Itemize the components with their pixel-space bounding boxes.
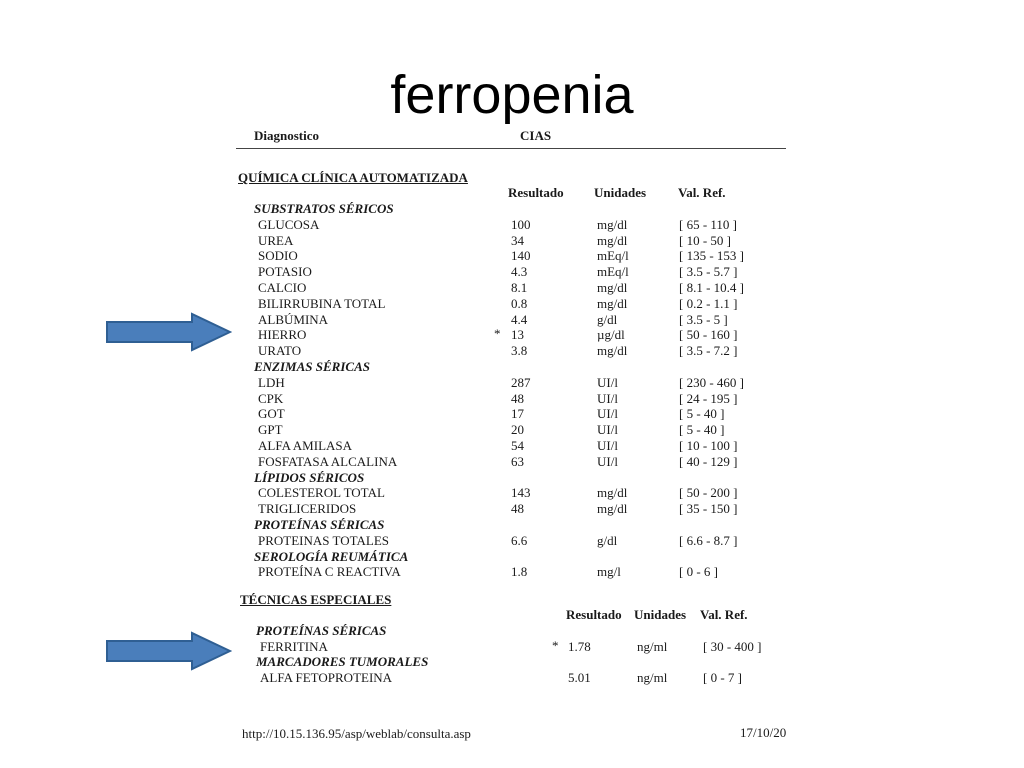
group-heading: LÍPIDOS SÉRICOS bbox=[254, 469, 365, 485]
test-name: ALBÚMINA bbox=[258, 311, 329, 327]
section-title-quimica: QUÍMICA CLÍNICA AUTOMATIZADA bbox=[238, 170, 468, 185]
lab-report bbox=[228, 122, 796, 742]
test-unit: ng/ml bbox=[637, 638, 668, 654]
test-unit: mg/dl bbox=[597, 295, 628, 311]
test-result: 0.8 bbox=[511, 295, 528, 311]
test-unit: µg/dl bbox=[597, 327, 625, 343]
test-unit: mg/dl bbox=[597, 216, 628, 232]
section-title-tecnicas: TÉCNICAS ESPECIALES bbox=[240, 592, 392, 607]
group-heading: PROTEÍNAS SÉRICAS bbox=[254, 517, 385, 532]
reference-range: [ 8.1 - 10.4 ] bbox=[679, 280, 744, 295]
test-name: HIERRO bbox=[258, 327, 307, 343]
test-result: 17 bbox=[511, 406, 524, 422]
test-unit: mg/dl bbox=[597, 485, 628, 501]
test-unit: mg/l bbox=[597, 564, 621, 580]
test-result: 140 bbox=[511, 248, 531, 264]
reference-range: [ 40 - 129 ] bbox=[679, 453, 738, 469]
reference-range: [ 50 - 160 ] bbox=[679, 327, 738, 343]
test-name: GLUCOSA bbox=[258, 216, 320, 232]
test-result: 48 bbox=[511, 390, 524, 406]
test-result: 4.3 bbox=[511, 264, 528, 280]
test-unit: UI/l bbox=[597, 438, 618, 453]
reference-range: [ 65 - 110 ] bbox=[679, 216, 738, 232]
test-result: 1.8 bbox=[511, 564, 528, 580]
column-header-valref-2: Val. Ref. bbox=[700, 607, 748, 622]
abnormal-flag: * bbox=[552, 637, 559, 653]
test-unit: UI/l bbox=[597, 390, 618, 406]
right-arrow-icon bbox=[106, 631, 232, 671]
test-name: FERRITINA bbox=[260, 638, 328, 654]
reference-range: [ 3.5 - 5.7 ] bbox=[679, 264, 738, 280]
test-name: COLESTEROL TOTAL bbox=[258, 485, 385, 501]
test-result: 48 bbox=[511, 501, 524, 517]
group-heading: PROTEÍNAS SÉRICAS bbox=[256, 623, 387, 638]
test-result: 54 bbox=[511, 438, 524, 453]
column-header-unidades: Unidades bbox=[594, 185, 647, 200]
column-header-resultado: Resultado bbox=[508, 185, 564, 200]
test-name: CALCIO bbox=[258, 280, 307, 295]
group-heading: SEROLOGÍA REUMÁTICA bbox=[254, 548, 409, 564]
test-result: 143 bbox=[511, 485, 531, 501]
arrow-hierro-shape bbox=[107, 314, 230, 350]
test-result: 34 bbox=[511, 232, 524, 248]
test-result: 100 bbox=[511, 216, 531, 232]
reference-range: [ 5 - 40 ] bbox=[679, 422, 725, 438]
group-heading: MARCADORES TUMORALES bbox=[256, 654, 429, 670]
test-name: PROTEINAS TOTALES bbox=[258, 532, 390, 548]
test-result: 5.01 bbox=[568, 669, 591, 685]
reference-range: [ 10 - 50 ] bbox=[679, 232, 731, 248]
test-unit: mg/dl bbox=[597, 280, 628, 295]
test-name: FOSFATASA ALCALINA bbox=[258, 453, 398, 469]
test-name: ALFA AMILASA bbox=[258, 438, 353, 453]
test-result: 63 bbox=[511, 453, 524, 469]
test-result: 4.4 bbox=[511, 311, 528, 327]
footer-date: 17/10/20 bbox=[740, 725, 787, 740]
column-header-valref: Val. Ref. bbox=[678, 185, 726, 200]
reference-range: [ 5 - 40 ] bbox=[679, 406, 725, 422]
test-name: LDH bbox=[258, 374, 285, 390]
test-result: 13 bbox=[511, 327, 524, 343]
test-unit: g/dl bbox=[597, 532, 618, 548]
test-unit: UI/l bbox=[597, 422, 618, 438]
right-arrow-icon bbox=[106, 312, 232, 352]
test-name: URATO bbox=[258, 343, 302, 359]
test-result: 8.1 bbox=[511, 280, 528, 295]
test-unit: UI/l bbox=[597, 374, 618, 390]
column-header-unidades-2: Unidades bbox=[634, 607, 687, 622]
test-name: GPT bbox=[258, 422, 283, 438]
group-heading: SUBSTRATOS SÉRICOS bbox=[254, 201, 394, 216]
test-unit: ng/ml bbox=[637, 669, 668, 685]
reference-range: [ 3.5 - 7.2 ] bbox=[679, 343, 738, 359]
test-unit: mEq/l bbox=[597, 248, 629, 264]
test-result: 1.78 bbox=[568, 638, 591, 654]
arrow-ferritina-shape bbox=[107, 633, 230, 669]
reference-range: [ 0 - 6 ] bbox=[679, 564, 718, 580]
test-name: POTASIO bbox=[258, 264, 312, 280]
column-header-resultado-2: Resultado bbox=[566, 607, 622, 622]
test-result: 6.6 bbox=[511, 532, 528, 548]
reference-range: [ 230 - 460 ] bbox=[679, 374, 744, 390]
test-unit: mg/dl bbox=[597, 343, 628, 359]
test-name: TRIGLICERIDOS bbox=[258, 501, 357, 517]
test-unit: g/dl bbox=[597, 311, 618, 327]
test-unit: mEq/l bbox=[597, 264, 629, 280]
slide-title: ferropenia bbox=[390, 65, 634, 125]
reference-range: [ 30 - 400 ] bbox=[703, 638, 762, 654]
test-unit: mg/dl bbox=[597, 232, 628, 248]
reference-range: [ 24 - 195 ] bbox=[679, 390, 738, 406]
diagnostico-label: Diagnostico bbox=[254, 128, 319, 143]
test-result: 20 bbox=[511, 422, 524, 438]
reference-range: [ 0 - 7 ] bbox=[703, 669, 742, 685]
test-name: ALFA FETOPROTEINA bbox=[260, 669, 393, 685]
reference-range: [ 35 - 150 ] bbox=[679, 501, 738, 517]
abnormal-flag: * bbox=[494, 326, 501, 342]
test-name: GOT bbox=[258, 406, 285, 422]
reference-range: [ 135 - 153 ] bbox=[679, 248, 744, 264]
reference-range: [ 50 - 200 ] bbox=[679, 485, 738, 501]
footer-url: http://10.15.136.95/asp/weblab/consulta.asp bbox=[242, 726, 471, 741]
group-heading: ENZIMAS SÉRICAS bbox=[254, 359, 370, 374]
test-name: PROTEÍNA C REACTIVA bbox=[258, 564, 401, 580]
reference-range: [ 6.6 - 8.7 ] bbox=[679, 532, 738, 548]
test-unit: UI/l bbox=[597, 453, 618, 469]
reference-range: [ 10 - 100 ] bbox=[679, 438, 738, 453]
test-name: CPK bbox=[258, 390, 284, 406]
test-unit: UI/l bbox=[597, 406, 618, 422]
reference-range: [ 0.2 - 1.1 ] bbox=[679, 295, 738, 311]
reference-range: [ 3.5 - 5 ] bbox=[679, 311, 728, 327]
test-result: 287 bbox=[511, 374, 531, 390]
test-name: UREA bbox=[258, 232, 294, 248]
header-divider bbox=[236, 148, 786, 149]
test-result: 3.8 bbox=[511, 343, 528, 359]
test-name: SODIO bbox=[258, 248, 298, 264]
centre-label: CIAS bbox=[520, 128, 552, 143]
test-unit: mg/dl bbox=[597, 501, 628, 517]
test-name: BILIRRUBINA TOTAL bbox=[258, 295, 386, 311]
